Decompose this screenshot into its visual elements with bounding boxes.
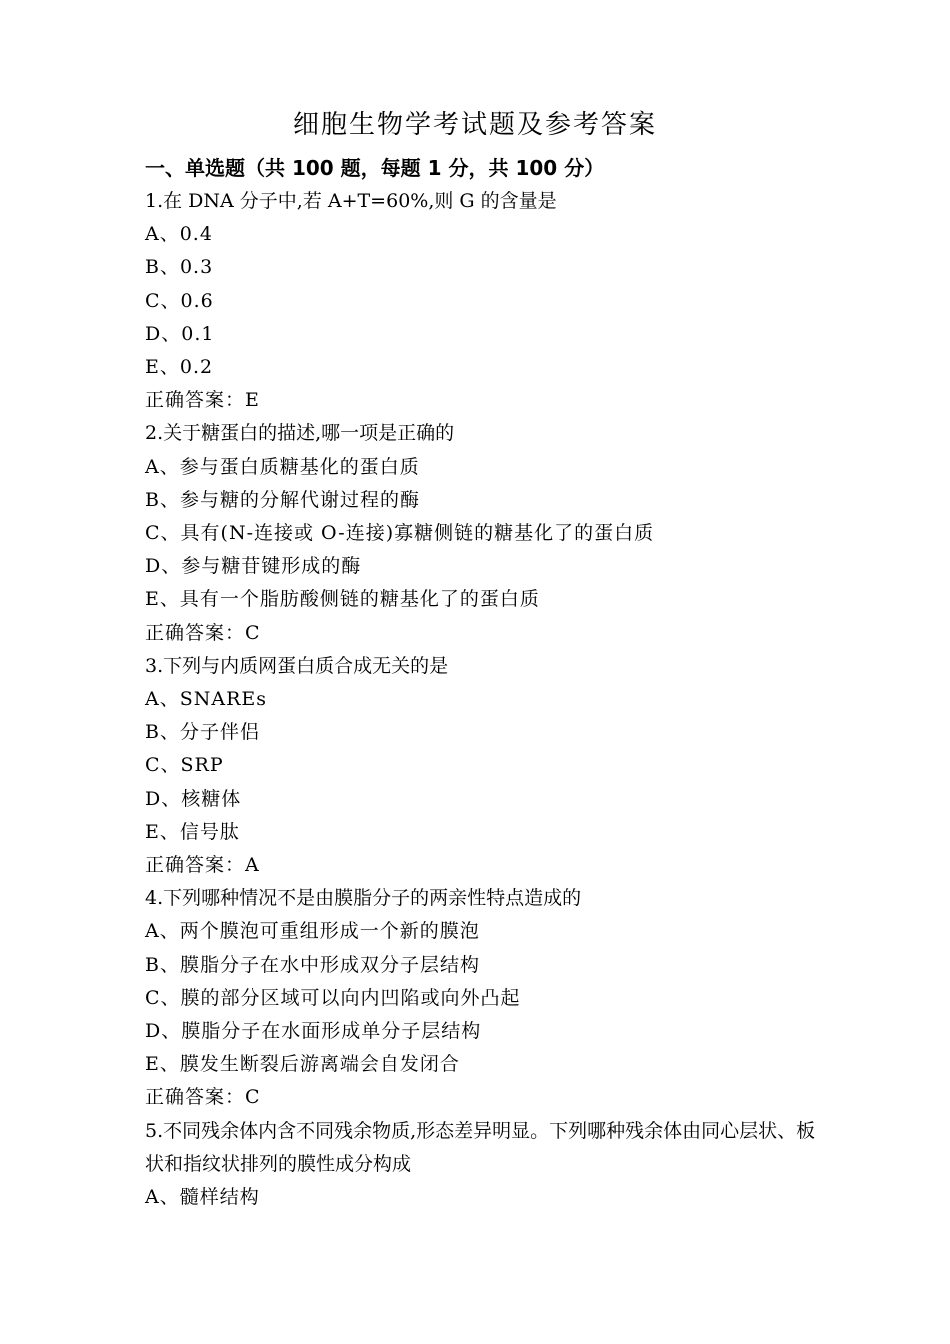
question-stem: 1.在 DNA 分子中,若 A+T=60%,则 G 的含量是 bbox=[145, 190, 557, 212]
correct-answer-value: C bbox=[245, 621, 261, 644]
correct-answer-value: E bbox=[245, 389, 260, 412]
correct-answer bbox=[145, 617, 825, 650]
answer-option: E、膜发生断裂后游离端会自发闭合 bbox=[145, 1053, 460, 1076]
answer-option: A、0.4 bbox=[145, 223, 213, 246]
answer-option: C、0.6 bbox=[145, 289, 214, 312]
answer-option: D、核糖体 bbox=[145, 787, 242, 810]
correct-answer bbox=[145, 384, 825, 417]
answer-option: B、分子伴侣 bbox=[145, 721, 260, 744]
question-stem: 4.下列哪种情况不是由膜脂分子的两亲性特点造成的 bbox=[145, 887, 582, 910]
answer-option: E、信号肽 bbox=[145, 820, 240, 843]
section-heading: 一、单选题（共 100 题，每题 1 分，共 100 分） bbox=[145, 156, 605, 180]
question-stem: 2.关于糖蛋白的描述,哪一项是正确的 bbox=[145, 422, 455, 445]
correct-answer bbox=[145, 849, 825, 882]
question-item bbox=[145, 882, 825, 1114]
answer-option: D、膜脂分子在水面形成单分子层结构 bbox=[145, 1020, 482, 1043]
question-item bbox=[145, 650, 825, 882]
answer-option: A、参与蛋白质糖基化的蛋白质 bbox=[145, 455, 420, 478]
document-title: 细胞生物学考试题及参考答案 bbox=[292, 110, 657, 140]
question-item bbox=[145, 417, 825, 649]
answer-option: C、SRP bbox=[145, 754, 224, 777]
question-item bbox=[145, 185, 825, 417]
answer-option: B、膜脂分子在水中形成双分子层结构 bbox=[145, 953, 480, 976]
correct-answer-label: 正确答案： bbox=[145, 621, 246, 644]
answer-option: A、SNAREs bbox=[145, 688, 268, 711]
answer-option: A、髓样结构 bbox=[145, 1186, 260, 1209]
answer-option: C、具有(N-连接或 O-连接)寡糖侧链的糖基化了的蛋白质 bbox=[145, 522, 655, 545]
answer-option: E、0.2 bbox=[145, 356, 214, 379]
answer-option: E、具有一个脂肪酸侧链的糖基化了的蛋白质 bbox=[145, 588, 540, 611]
correct-answer-label: 正确答案： bbox=[145, 1086, 246, 1109]
answer-option: D、参与糖苷键形成的酶 bbox=[145, 555, 362, 578]
question-stem: 5.不同残余体内含不同残余物质,形态差异明显。下列哪种残余体由同心层状、板状和指纹状排列的膜性成分构成 bbox=[145, 1119, 816, 1175]
answer-option: B、0.3 bbox=[145, 256, 214, 279]
question-item bbox=[145, 1115, 825, 1215]
answer-option: B、参与糖的分解代谢过程的酶 bbox=[145, 488, 420, 511]
question-stem: 3.下列与内质网蛋白质合成无关的是 bbox=[145, 654, 449, 677]
correct-answer bbox=[145, 1081, 825, 1114]
answer-option: C、膜的部分区域可以向内凹陷或向外凸起 bbox=[145, 986, 521, 1009]
answer-option: D、0.1 bbox=[145, 322, 215, 345]
correct-answer-value: A bbox=[245, 854, 260, 877]
correct-answer-label: 正确答案： bbox=[145, 854, 246, 877]
answer-option: A、两个膜泡可重组形成一个新的膜泡 bbox=[145, 920, 480, 943]
correct-answer-value: C bbox=[245, 1086, 261, 1109]
question-list bbox=[145, 185, 825, 1214]
correct-answer-label: 正确答案： bbox=[145, 389, 246, 412]
